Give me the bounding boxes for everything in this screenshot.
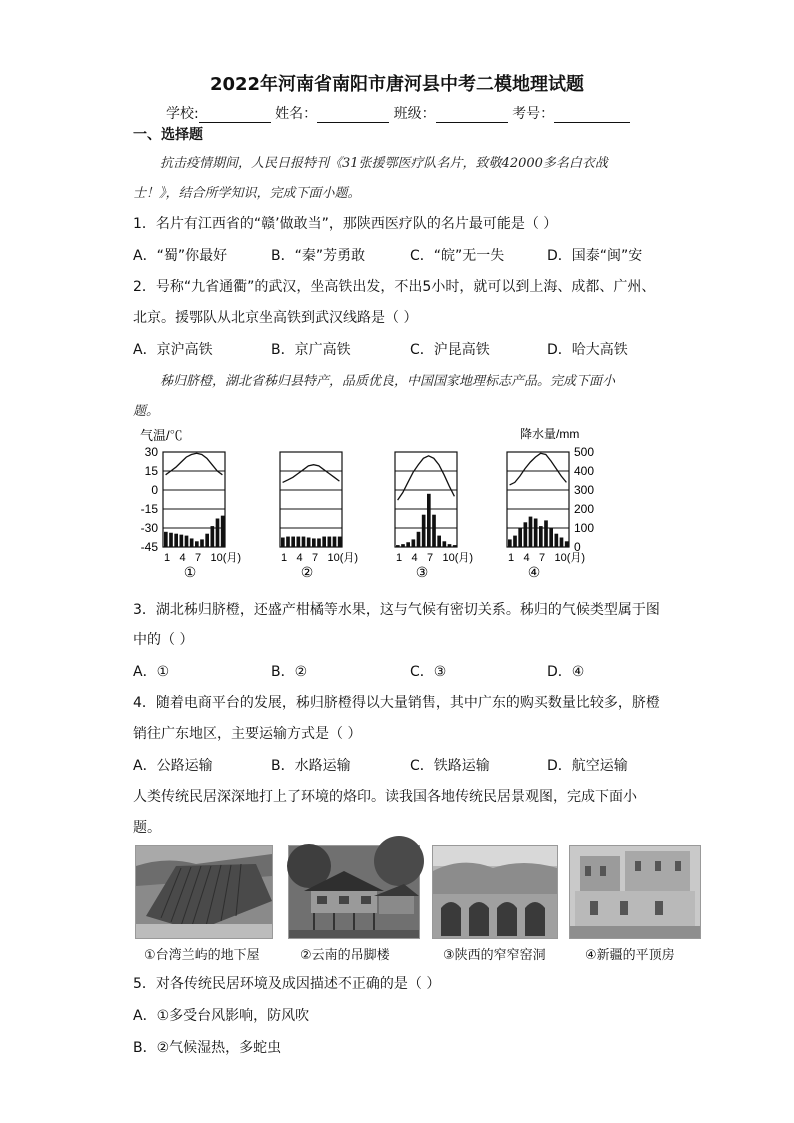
precip-bar (205, 534, 209, 547)
precip-bar (216, 519, 220, 548)
month-tick-label: 1 (164, 552, 171, 564)
intro-paragraph-2-line-2: 题。 (133, 404, 160, 419)
question-1-stem: 1．名片有江西省的“赣’做敢当”，那陕西医疗队的名片最可能是（ ） (133, 216, 558, 232)
name-label: 姓名： (275, 106, 318, 122)
q5-option-b: B．②气候湿热，多蛇虫 (133, 1040, 282, 1056)
precip-bar (190, 538, 194, 547)
q1-option-c: C．“皖”无一失 (410, 248, 505, 264)
temperature-line (510, 453, 567, 485)
precip-ticks (574, 445, 594, 554)
month-tick-label: 1 (396, 552, 403, 564)
precip-tick-label: 300 (574, 483, 595, 497)
class-label: 班级： (393, 106, 436, 122)
precip-bar (534, 519, 538, 548)
month-tick-label: 7 (539, 552, 546, 564)
intro-paragraph-1-line-1: 抗击疫情期间，人民日报特刊《31张援鄂医疗队名片，致敬42000多名白衣战 (160, 156, 608, 171)
precip-bar (544, 520, 548, 547)
precip-bar (297, 537, 301, 547)
q2-option-c: C．沪昆高铁 (410, 342, 490, 358)
month-tick-label: 7 (195, 552, 202, 564)
precip-bar (524, 522, 528, 547)
precip-axis-label: 降水量/mm (520, 427, 580, 441)
panel-label: ④ (527, 564, 541, 580)
month-tick-label: 4 (296, 552, 303, 564)
precip-bar (508, 539, 512, 547)
question-2-stem-line-1: 2．号称“九省通衢”的武汉，坐高铁出发，不出5小时，就可以到上海、成都、广州、 (133, 279, 656, 295)
precip-bar (565, 541, 569, 547)
exam-number-blank (554, 108, 630, 123)
q3-option-c: C．③ (410, 664, 447, 680)
photo-shaanxi-cave-dwelling (432, 845, 558, 939)
precip-bar (453, 545, 457, 547)
month-tick-label: 4 (411, 552, 418, 564)
precip-bar (328, 537, 332, 547)
q1-option-b: B．“秦”芳勇敢 (271, 248, 366, 264)
question-2-stem-line-2: 北京。援鄂队从北京坐高铁到武汉线路是（ ） (133, 310, 418, 326)
month-tick-label: 10(月) (327, 552, 359, 564)
q4-option-c: C．铁路运输 (410, 758, 490, 774)
precip-bar (169, 533, 173, 547)
precip-bar (396, 545, 400, 547)
photo-lanyu-underground-house (135, 845, 273, 939)
precip-bar (221, 516, 225, 547)
q3-option-a: A．① (133, 664, 170, 680)
precip-bar (180, 535, 184, 547)
class-blank (436, 108, 508, 123)
photo-caption-4: ④新疆的平顶房 (585, 948, 675, 963)
question-4-stem-line-1: 4．随着电商平台的发展，秭归脐橙得以大量销售，其中广东的购买数量比较多，脐橙 (133, 695, 660, 711)
question-3-stem-line-2: 中的（ ） (133, 632, 194, 648)
month-tick-label: 10(月) (210, 552, 242, 564)
temp-tick-label: 0 (151, 483, 158, 497)
photo-caption-2: ②云南的吊脚楼 (300, 948, 390, 963)
precip-bar (437, 536, 441, 547)
q5-option-a: A．①多受台风影响，防风吹 (133, 1008, 310, 1024)
precip-bar (518, 528, 522, 547)
temp-tick-label: 15 (144, 464, 158, 478)
precip-bar (560, 538, 564, 548)
precip-bar (549, 528, 553, 547)
precip-bar (174, 534, 178, 547)
precip-bar (312, 538, 316, 547)
precip-bar (432, 515, 436, 547)
student-info-line (166, 103, 630, 123)
precip-bar (281, 538, 285, 548)
temp-axis-label: 气温/℃ (140, 428, 183, 443)
panel-frame (395, 452, 457, 547)
school-label: 学校: (166, 106, 199, 122)
panel-label: ③ (415, 564, 429, 580)
temp-tick-label: 30 (144, 445, 158, 459)
q1-option-d: D．国泰“闽”安 (547, 248, 643, 264)
q2-option-a: A．京沪高铁 (133, 342, 213, 358)
precip-bar (443, 541, 447, 547)
precip-bar (401, 544, 405, 547)
school-blank (199, 108, 271, 123)
q2-option-b: B．京广高铁 (271, 342, 351, 358)
precip-bar (317, 538, 321, 547)
precip-bar (529, 517, 533, 547)
q4-option-a: A．公路运输 (133, 758, 213, 774)
temperature-line (283, 465, 340, 483)
q1-option-a: A．“蜀”你最好 (133, 248, 228, 264)
precip-bar (291, 537, 295, 547)
intro-paragraph-3-line-2: 题。 (133, 820, 161, 836)
q4-option-d: D．航空运输 (547, 758, 628, 774)
precip-bar (338, 537, 342, 547)
precip-tick-label: 500 (574, 445, 595, 459)
precip-bar (513, 536, 517, 547)
month-tick-label: 7 (312, 552, 319, 564)
temperature-line (166, 453, 223, 475)
month-tick-label: 7 (427, 552, 434, 564)
photo-caption-3: ③陕西的窄窄窑洞 (443, 948, 546, 963)
photo-caption-1: ①台湾兰屿的地下屋 (144, 948, 260, 963)
precip-tick-label: 100 (574, 521, 595, 535)
precip-bar (448, 544, 452, 547)
temp-tick-label: -15 (140, 502, 158, 516)
climate-panel-3 (395, 452, 473, 580)
exam-number-label: 考号： (512, 106, 555, 122)
page-title: 2022年河南省南阳市唐河县中考二模地理试题 (209, 74, 585, 95)
question-3-stem-line-1: 3．湖北秭归脐橙，还盛产柑橘等水果，这与气候有密切关系。秭归的气候类型属于图 (133, 602, 660, 618)
month-tick-label: 4 (523, 552, 530, 564)
precip-bar (307, 538, 311, 548)
climate-panel-2 (280, 452, 358, 580)
intro-paragraph-3-line-1: 人类传统民居深深地打上了环境的烙印。读我国各地传统民居景观图，完成下面小 (133, 789, 637, 805)
month-tick-label: 10(月) (554, 552, 586, 564)
temp-tick-label: -45 (140, 540, 158, 554)
panel-frame (280, 452, 342, 547)
climate-panel-1 (163, 452, 241, 580)
name-blank (317, 108, 389, 123)
precip-bar (164, 532, 168, 547)
precip-bar (333, 537, 337, 547)
precip-bar (406, 542, 410, 547)
precip-bar (412, 539, 416, 547)
photo-xinjiang-flat-roof-house (569, 845, 701, 939)
precip-bar (286, 537, 290, 547)
intro-paragraph-2-line-1: 秭归脐橙，湖北省秭归县特产，品质优良，中国国家地理标志产品。完成下面小 (160, 374, 616, 389)
precip-bar (185, 536, 189, 547)
temp-ticks (141, 445, 159, 554)
q2-option-d: D．哈大高铁 (547, 342, 628, 358)
question-4-stem-line-2: 销往广东地区，主要运输方式是（ ） (133, 726, 362, 742)
climate-charts (130, 424, 595, 590)
month-tick-label: 1 (508, 552, 515, 564)
precip-bar (195, 541, 199, 547)
q3-option-b: B．② (271, 664, 308, 680)
panel-label: ② (300, 564, 314, 580)
precip-tick-label: 200 (574, 502, 595, 516)
precip-bar (200, 539, 204, 547)
precip-tick-label: 0 (574, 540, 581, 554)
question-5-stem: 5．对各传统民居环境及成因描述不正确的是（ ） (133, 976, 441, 992)
q4-option-b: B．水路运输 (271, 758, 351, 774)
temp-tick-label: -30 (140, 521, 158, 535)
intro-paragraph-1-line-2: 士！》，结合所学知识，完成下面小题。 (133, 186, 361, 201)
month-tick-label: 4 (179, 552, 186, 564)
section-heading: 一、选择题 (133, 127, 203, 143)
q3-option-d: D．④ (547, 664, 585, 680)
chart-panels (163, 452, 585, 580)
precip-bar (555, 534, 559, 547)
precip-bar (539, 526, 543, 547)
month-tick-label: 1 (281, 552, 288, 564)
month-tick-label: 10(月) (442, 552, 474, 564)
precip-bar (427, 494, 431, 547)
temperature-line (398, 456, 455, 500)
panel-label: ① (183, 564, 197, 580)
precip-bar (211, 526, 215, 547)
precip-bar (417, 532, 421, 547)
precip-bar (422, 515, 426, 547)
photo-yunnan-stilt-house (288, 845, 420, 939)
precip-tick-label: 400 (574, 464, 595, 478)
precip-bar (322, 537, 326, 547)
precip-bar (302, 537, 306, 547)
panel-frame (507, 452, 569, 547)
